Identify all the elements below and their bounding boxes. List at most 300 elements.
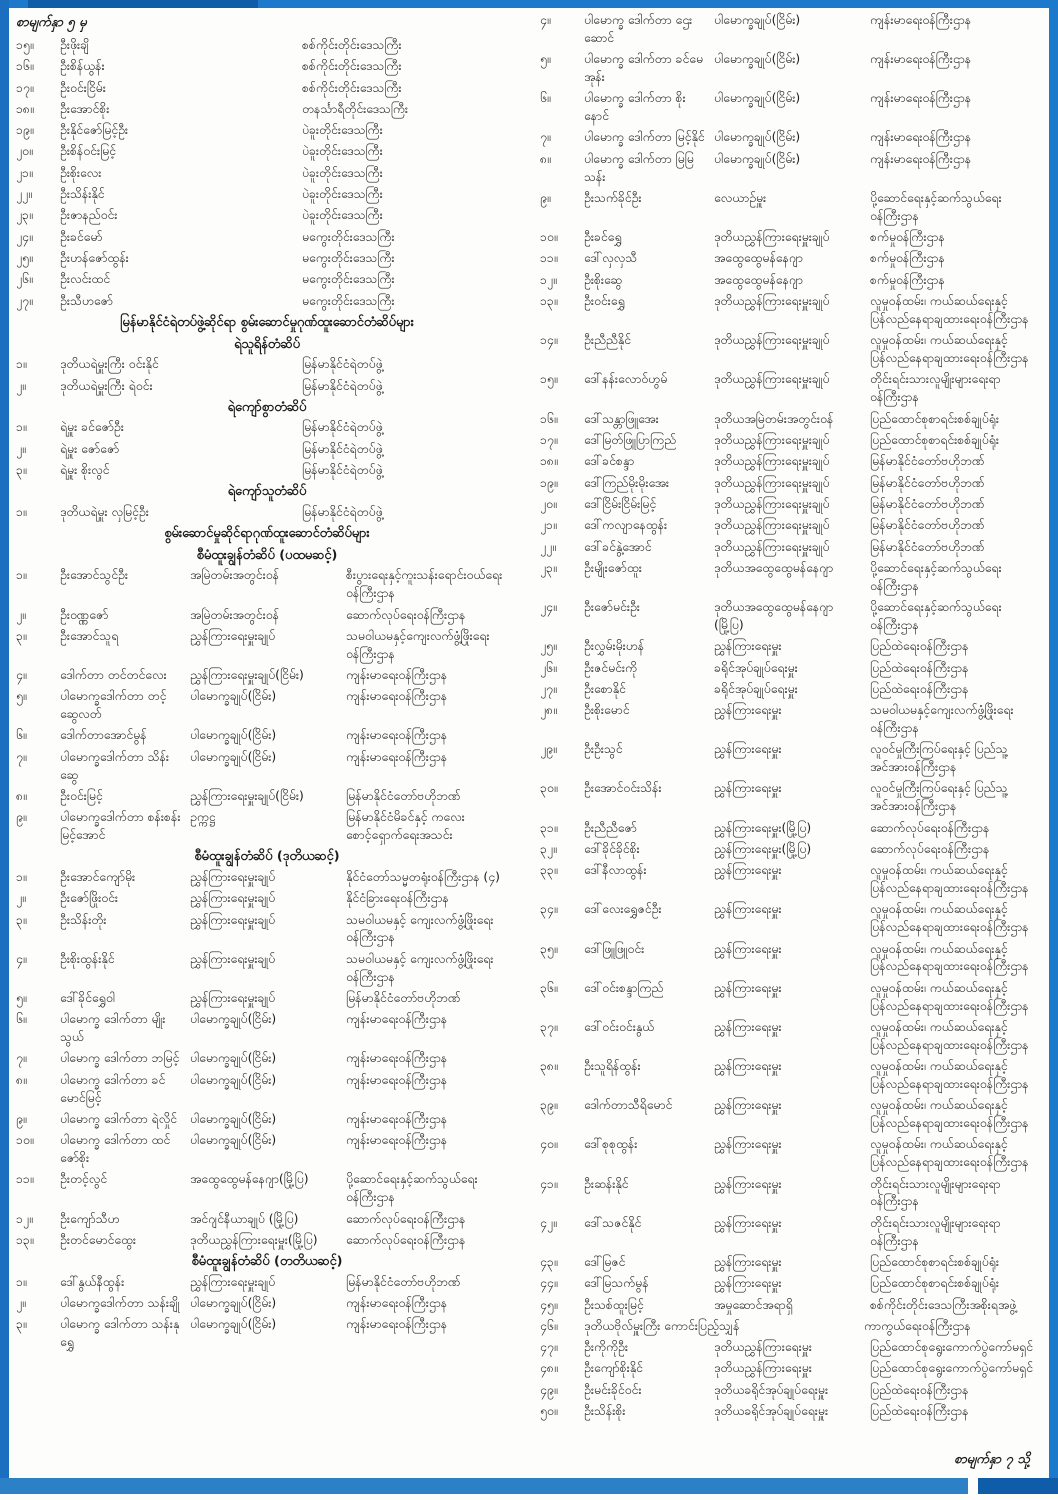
person-department: တိုင်းရင်းသားလူမျိုးများရေးရာဝန်ကြီးဌာန	[870, 1215, 1001, 1248]
list-row	[538, 1097, 1044, 1133]
row-number: ၂။	[16, 607, 26, 622]
person-position: ပါမောက္ခချုပ်(ငြိမ်း)	[190, 728, 277, 743]
row-number: ၇။	[540, 130, 551, 145]
person-department: နိုင်ငံခြားရေးဝန်ကြီးဌာန	[346, 891, 449, 906]
person-position: ညွှန်ကြားရေးမှူး	[714, 863, 782, 878]
row-number: ၄။	[16, 668, 27, 682]
list-row	[538, 1136, 1044, 1172]
row-number: ၆။	[540, 91, 551, 106]
person-name: ပါမောက္ခ ဒေါက်တာ စိုးနောင်	[584, 91, 686, 124]
list-row	[14, 1211, 520, 1229]
person-name: ဦးလင်းထင်	[60, 272, 111, 287]
person-position: ဒုတိယညွှန်ကြားရေးမှူး(မြို့ပြ)	[190, 1232, 318, 1247]
list-row	[538, 1058, 1044, 1094]
region-or-unit: စစ်ကိုင်းတိုင်းဒေသကြီး	[302, 59, 402, 74]
list-row	[538, 332, 1044, 368]
list-row	[538, 560, 1044, 596]
person-name: ဦးအောင်သွင်ဦး	[60, 568, 128, 583]
row-number: ၂။	[16, 441, 26, 456]
person-name: ဦးစောနိုင်	[584, 681, 626, 696]
person-name: ဒေါ်ကလျာနေထွန်း	[584, 518, 668, 533]
person-name: ဦးတင့်လွင်	[60, 1172, 108, 1187]
list-row	[538, 293, 1044, 329]
person-position: အင်ဂျင်နီယာချုပ် (မြို့ပြ)	[190, 1211, 299, 1226]
person-position: ပါမောက္ခချုပ်(ငြိမ်း)	[190, 749, 277, 764]
person-position: ညွှန်ကြားရေးမှူး	[714, 1137, 782, 1152]
row-number: ၁၃။	[540, 294, 558, 309]
region-or-unit: ပဲခူးတိုင်းဒေသကြီး	[302, 123, 383, 138]
person-name: ဦးစိုးဆွေ	[584, 272, 623, 287]
list-row	[14, 356, 520, 374]
person-department: လူမှုဝန်ထမ်း၊ ကယ်ဆယ်ရေးနှင့် ပြန်လည်နေရာချထားရေးဝန်ကြီးဌာန	[870, 980, 1029, 1013]
row-number: ၁၂။	[16, 1211, 33, 1226]
person-name: ဦးဆန်းနိုင်	[584, 1176, 629, 1191]
list-row	[538, 638, 1044, 656]
section-heading: စီမံထူးချွန်တံဆိပ် (ဒုတိယဆင့်)	[194, 849, 340, 865]
list-row	[14, 869, 520, 887]
region-or-unit: တနင်္သာရီတိုင်းဒေသကြီး	[302, 101, 408, 116]
person-position: ဒုတိယညွှန်ကြားရေးမှူးချုပ်	[714, 333, 830, 348]
list-row	[14, 667, 520, 685]
person-name: ဦးညီညီနိုင်	[584, 333, 631, 348]
list-row	[538, 1019, 1044, 1055]
list-row	[14, 727, 520, 745]
person-department: လူမှုဝန်ထမ်း၊ ကယ်ဆယ်ရေးနှင့် ပြန်လည်နေရာချထားရေးဝန်ကြီးဌာန	[870, 902, 1029, 935]
region-or-unit: ပဲခူးတိုင်းဒေသကြီး	[302, 187, 383, 202]
row-number: ၁၉။	[16, 123, 34, 138]
row-number: ၁၃။	[16, 1232, 34, 1247]
person-position: ညွှန်ကြားရေးမှူး(မြို့ပြ)	[714, 841, 812, 856]
person-position: အမှုဆောင်အရာရှိ	[714, 1297, 793, 1312]
person-position: ဒုတိယအမြဲတမ်းအတွင်းဝန်	[714, 411, 834, 426]
row-number: ၅။	[16, 990, 27, 1005]
list-row	[14, 1011, 520, 1047]
person-name: ဒေါ်ဝင်းဝင်းနွယ်	[584, 1019, 655, 1034]
list-row	[14, 1316, 520, 1352]
list-row	[14, 207, 520, 225]
person-position: လေယာဉ်မှူး	[714, 190, 767, 205]
page-content	[14, 12, 1044, 1474]
person-name: ဒေါ်ငြိမ်းငြိမ်းမြင့်	[584, 496, 657, 511]
person-position: ဒုတိယညွှန်ကြားရေးမှူးချုပ်	[714, 518, 830, 533]
column-left	[14, 12, 520, 1474]
list-row	[14, 567, 520, 603]
person-name: ဦးကျော်စိုးနိုင်	[584, 1361, 643, 1376]
person-department: စီးပွားရေးနှင့်ကူးသန်းရောင်းဝယ်ရေး ဝန်ကြီးဌာန	[346, 568, 503, 601]
person-department: ကျန်းမာရေးဝန်ကြီးဌာန	[870, 91, 972, 106]
person-position: ညွှန်ကြားရေးမှူး	[714, 1019, 782, 1034]
person-department: မြန်မာနိုင်ငံတော်ဗဟိုဘဏ်	[870, 496, 985, 511]
row-number: ၂၀။	[16, 144, 33, 159]
list-row	[538, 941, 1044, 977]
person-department: စစ်ကိုင်းတိုင်းဒေသကြီးအစိုးရအဖွဲ့	[870, 1297, 1017, 1312]
person-name: ဦးဝင်းမြင့်	[60, 788, 103, 803]
row-number: ၄၂။	[540, 1215, 557, 1230]
person-name: ဒုတိယရဲမှူး လှမြင့်ဦး	[60, 504, 149, 519]
row-number: ၆။	[16, 1012, 27, 1027]
row-number: ၂၆။	[540, 660, 557, 675]
row-number: ၃၃။	[540, 863, 558, 878]
person-name: ဦးမျိုးဇော်ထူး	[584, 560, 642, 575]
row-number: ၂၁။	[16, 165, 33, 180]
person-name: ဒေါ်ခင်စန္ဒာ	[584, 454, 635, 469]
person-department: ပြည်ထောင်စုစာရင်းစစ်ချုပ်ရုံး	[870, 1276, 999, 1291]
person-name: ဒေါ်လှလှသီ	[584, 251, 638, 266]
list-row	[538, 90, 1044, 126]
row-number: ၂၇။	[540, 681, 557, 696]
person-name: ဒေါ်ခင်နွဲ့အောင်	[584, 539, 652, 554]
person-name: ဒေါ်မြတ်ဖြူပြာကြည်	[584, 432, 676, 447]
person-department: သမဝါယမနှင့် ကျေးလက်ဖွံ့ဖြိုးရေး ဝန်ကြီးဌာန	[346, 912, 494, 945]
person-position: ဒုတိယညွှန်ကြားရေးမှူးချုပ်	[714, 294, 830, 309]
person-name: ဒုတိယရဲမှူးကြီး ရဲဝင်း	[60, 378, 153, 393]
person-name: ဒေါ်ဖြူဖြူဝင်း	[584, 941, 645, 956]
person-name: ပါမောက္ခဒေါက်တာ စန်းစန်းမြင့်အောင်	[60, 810, 181, 843]
person-name: ရဲမှူး ခင်ဇော်ဦး	[60, 420, 124, 435]
row-number: ၃။	[16, 463, 27, 478]
row-number: ၁၂။	[540, 272, 557, 287]
person-position: ညွှန်ကြားရေးမှူး	[714, 980, 782, 995]
person-department: မြန်မာနိုင်ငံတော်ဗဟိုဘဏ်	[870, 454, 985, 469]
person-position: ညွှန်ကြားရေးမှူးချုပ်	[190, 912, 276, 927]
row-number: ၂၀။	[540, 496, 557, 511]
list-row	[14, 378, 520, 396]
person-name: ဦးဇင်မင်းကို	[584, 660, 638, 675]
person-name: ဦးနိုင်ဇော်မြင့်ဦး	[60, 123, 129, 138]
person-department: ကျန်းမာရေးဝန်ကြီးဌာန	[346, 689, 448, 704]
list-row	[538, 371, 1044, 407]
row-number: ၁၅။	[540, 372, 558, 387]
row-number: ၁၁။	[540, 251, 558, 266]
list-row	[14, 143, 520, 161]
list-row	[538, 12, 1044, 48]
person-name: ဒေါ်သဇင်နိုင်	[584, 1215, 642, 1230]
region-or-unit: မြန်မာနိုင်ငံရဲတပ်ဖွဲ့	[302, 357, 383, 372]
person-department: ကျန်းမာရေးဝန်ကြီးဌာန	[346, 749, 448, 764]
list-row	[538, 432, 1044, 450]
page-border-bottom	[0, 1478, 968, 1494]
person-position: အမြဲတမ်းအတွင်းဝန်	[190, 568, 279, 583]
person-name: ဒေါ်နန်းလောဝ်ဟွမ်	[584, 372, 668, 387]
list-row	[14, 504, 520, 522]
person-department: ကာကွယ်ရေးဝန်ကြီးဌာန	[864, 1318, 971, 1333]
list-row	[14, 890, 520, 908]
list-row	[538, 660, 1044, 678]
list-row	[538, 741, 1044, 777]
person-position: ညွှန်ကြားရေးမှူးချုပ်	[190, 870, 276, 884]
region-or-unit: မကွေးတိုင်းဒေသကြီး	[302, 293, 395, 308]
row-number: ၃၉။	[540, 1098, 558, 1113]
person-position: ခရိုင်အုပ်ချုပ်ရေးမှူး	[714, 660, 798, 675]
row-number: ၃၄။	[540, 902, 558, 917]
person-position: ပါမောက္ခချုပ်(ငြိမ်း)	[190, 1133, 277, 1148]
region-or-unit: စစ်ကိုင်းတိုင်းဒေသကြီး	[302, 80, 402, 95]
person-position: ဒုတိယညွှန်ကြားရေးမှူးချုပ်	[714, 475, 830, 490]
person-position: ညွှန်ကြားရေးမှူး	[714, 1176, 782, 1191]
person-name: ဦးသိန်းတိုး	[60, 912, 107, 927]
person-department: လူမှုဝန်ထမ်း၊ ကယ်ဆယ်ရေးနှင့် ပြန်လည်နေရာချထားရေးဝန်ကြီးဌာန	[870, 863, 1029, 896]
row-number: ၁၆။	[540, 411, 558, 426]
person-name: ပါမောက္ခဒေါက်တာ သန်းချို	[60, 1296, 180, 1311]
list-row	[14, 951, 520, 987]
person-position: အမြဲတမ်းအတွင်းဝန်	[190, 607, 279, 622]
person-name: ဦးအောင်သူရ	[60, 628, 119, 643]
row-number: ၅။	[540, 52, 551, 67]
list-row	[538, 190, 1044, 226]
list-row	[14, 628, 520, 664]
list-row	[538, 496, 1044, 514]
list-row	[14, 58, 520, 76]
row-number: ၃။	[16, 1317, 27, 1332]
person-name: ဦးဇာနည်ဝင်း	[60, 208, 118, 223]
person-position: ဒုတိယညွှန်ကြားရေးမှူးချုပ်	[714, 496, 830, 511]
person-department: ပြည်ထဲရေးဝန်ကြီးဌာန	[870, 639, 969, 654]
person-position: ပါမောက္ခချုပ်(ငြိမ်း)	[714, 130, 801, 145]
person-position: ဒုတိယညွှန်ကြားရေးမှူးချုပ်	[714, 230, 830, 245]
person-name: ပါမောက္ခ ဒေါက်တာ မြမြသန်း	[584, 151, 694, 184]
column-right	[538, 12, 1044, 1474]
region-or-unit: မကွေးတိုင်းဒေသကြီး	[302, 229, 395, 244]
person-name: ဦးခင်ရွှေ	[584, 230, 622, 245]
region-or-unit: မကွေးတိုင်းဒေသကြီး	[302, 272, 395, 287]
person-department: ပို့ဆောင်ရေးနှင့်ဆက်သွယ်ရေးဝန်ကြီးဌာန	[870, 560, 1002, 593]
person-name: ဒုတိယရဲမှူးကြီး ဝင်းနိုင်	[60, 357, 159, 372]
person-department: ကျန်းမာရေးဝန်ကြီးဌာန	[346, 1317, 448, 1332]
person-name: ပါမောက္ခ ဒေါက်တာ မြင့်နိုင်	[584, 130, 705, 145]
row-number: ၂၅။	[540, 639, 557, 654]
person-name: ဦးစိုးမောင်	[584, 703, 630, 718]
row-number: ၁။	[16, 504, 27, 519]
person-name: ပါမောက္ခ ဒေါက်တာ ခင်မေအုန်း	[584, 52, 703, 84]
person-position: ညွှန်ကြားရေးမှူး	[714, 941, 782, 956]
list-row	[538, 1382, 1044, 1400]
row-number: ၃၅။	[540, 941, 558, 956]
person-name: ဦးအောင်ဝင်းသိန်း	[584, 781, 662, 796]
person-department: မြန်မာနိုင်ငံတော်ဗဟိုဘဏ်	[346, 1274, 461, 1289]
page-border-right	[1049, 0, 1058, 1482]
person-name: ဦးဝင်းငြိမ်း	[60, 80, 106, 95]
person-name: ဒေါက်တာသီရိမောင်	[584, 1098, 673, 1113]
person-name: ဦးအောင်စိုး	[60, 101, 110, 116]
list-row	[14, 607, 520, 625]
section-heading: စီမံထူးချွန်တံဆိပ် (တတိယဆင့်)	[191, 1254, 343, 1270]
row-number: ၁၇။	[540, 432, 558, 447]
row-number: ၁၉။	[540, 475, 558, 490]
person-name: ဦးအောင်ကျော်မိုး	[60, 870, 136, 884]
person-department: ပို့ဆောင်ရေးနှင့်ဆက်သွယ်ရေးဝန်ကြီးဌာန	[870, 600, 1002, 632]
row-number: ၄၁။	[540, 1176, 558, 1191]
person-position: အထွေထွေမန်နေဂျာ(မြို့ပြ)	[190, 1172, 309, 1187]
person-department: လူဝင်မှုကြီးကြပ်ရေးနှင့် ပြည်သူ့အင်အားဝန်ကြီးဌာန	[870, 781, 1008, 814]
person-position: ညွှန်ကြားရေးမှူး	[714, 742, 782, 757]
person-department: ဆောက်လုပ်ရေးဝန်ကြီးဌာန	[870, 820, 990, 835]
person-department: ပြည်ထဲရေးဝန်ကြီးဌာန	[870, 681, 969, 696]
region-or-unit: မြန်မာနိုင်ငံရဲတပ်ဖွဲ့	[302, 504, 383, 519]
continued-to-note: စာမျက်နှာ ၇ သို့	[954, 1452, 1030, 1467]
person-department: ကျန်းမာရေးဝန်ကြီးဌာန	[346, 1072, 448, 1087]
list-row	[14, 749, 520, 785]
person-position: ဒုတိယညွှန်ကြားရေးမှူးချုပ်	[714, 372, 830, 387]
person-name: ဦးကိုကိုဦး	[584, 1340, 628, 1355]
row-number: ၁၆။	[16, 59, 34, 74]
row-number: ၁။	[16, 420, 27, 435]
row-number: ၂၃။	[540, 560, 557, 575]
row-number: ၃၀။	[540, 781, 558, 796]
person-position: ပါမောက္ခချုပ်(ငြိမ်း)	[190, 1012, 277, 1027]
row-number: ၄၉။	[540, 1382, 558, 1397]
person-department: ပို့ဆောင်ရေးနှင့်ဆက်သွယ်ရေးဝန်ကြီးဌာန	[346, 1172, 478, 1205]
person-name: ဦးတင်မောင်ထွေး	[60, 1232, 137, 1247]
row-number: ၂၂။	[540, 539, 556, 554]
row-number: ၄၃။	[540, 1254, 558, 1269]
person-name: ဒုတိယဗိုလ်မှူးကြီး ကောင်းပြည့်သျှန်	[584, 1318, 740, 1333]
person-name: ဒေါ်စုစုထွန်း	[584, 1137, 638, 1152]
list-row	[14, 441, 520, 459]
person-department: ကျန်းမာရေးဝန်ကြီးဌာန	[870, 130, 972, 145]
person-department: ကျန်းမာရေးဝန်ကြီးဌာန	[346, 668, 448, 682]
row-number: ၂၉။	[540, 742, 557, 757]
person-department: လူမှုဝန်ထမ်း၊ ကယ်ဆယ်ရေးနှင့် ပြန်လည်နေရာချထားရေးဝန်ကြီးဌာန	[870, 1059, 1029, 1091]
list-row	[14, 229, 520, 247]
person-department: ကျန်းမာရေးဝန်ကြီးဌာန	[870, 13, 972, 27]
list-row	[538, 129, 1044, 147]
row-number: ၄။	[16, 951, 27, 966]
person-name: ဦးကျော်သီဟ	[60, 1211, 120, 1226]
person-position: ဒုတိယညွှန်ကြားရေးမှူးချုပ်	[714, 432, 830, 447]
person-department: သမဝါယမနှင့်ကျေးလက်ဖွံ့ဖြိုးရေး ဝန်ကြီးဌာန	[346, 628, 490, 661]
person-department: လူမှုဝန်ထမ်း၊ ကယ်ဆယ်ရေးနှင့် ပြန်လည်နေရာချထားရေးဝန်ကြီးဌာန	[870, 333, 1029, 366]
row-number: ၆။	[16, 728, 27, 743]
person-department: လူဝင်မှုကြီးကြပ်ရေးနှင့် ပြည်သူ့အင်အားဝန်ကြီးဌာန	[870, 742, 1008, 775]
person-department: မြန်မာနိုင်ငံတော်ဗဟိုဘဏ်	[870, 475, 985, 490]
person-department: လူမှုဝန်ထမ်း၊ ကယ်ဆယ်ရေးနှင့် ပြန်လည်နေရာချထားရေးဝန်ကြီးဌာန	[870, 1137, 1029, 1170]
row-number: ၂၃။	[16, 208, 33, 223]
row-number: ၁၄။	[540, 333, 558, 348]
person-department: သမဝါယမနှင့် ကျေးလက်ဖွံ့ဖြိုးရေး ဝန်ကြီးဌာန	[346, 951, 494, 984]
person-name: ပါမောက္ခ ဒေါက်တာ ဌေးဆောင်	[584, 13, 693, 45]
row-number: ၂၂။	[16, 187, 32, 202]
person-department: ဆောက်လုပ်ရေးဝန်ကြီးဌာန	[346, 607, 466, 622]
list-row	[538, 1403, 1044, 1421]
person-name: ဦးမင်းခိုင်ဝင်း	[584, 1382, 642, 1397]
list-row	[14, 1050, 520, 1068]
row-number: ၃၈။	[540, 1059, 558, 1074]
list-row	[538, 1297, 1044, 1315]
list-row	[14, 419, 520, 437]
list-row	[14, 293, 520, 311]
list-row	[538, 862, 1044, 898]
row-number: ၇။	[16, 749, 27, 764]
person-name: ဦးသစ်ထူးမြင့်	[584, 1297, 644, 1312]
list-row	[538, 1215, 1044, 1251]
person-department: နိုင်ငံတော်သမ္မတရုံးဝန်ကြီးဌာန (၄)	[346, 870, 500, 884]
person-department: ကျန်းမာရေးဝန်ကြီးဌာန	[346, 1296, 448, 1311]
person-department: ပြည်ထောင်စုစာရင်းစစ်ချုပ်ရုံး	[870, 1254, 999, 1269]
list-row	[14, 250, 520, 268]
row-number: ၁၈။	[540, 454, 558, 469]
row-number: ၂၈။	[540, 703, 557, 718]
person-name: ဒေါ်မြဇင်	[584, 1254, 626, 1269]
person-department: မြန်မာနိုင်ငံတော်ဗဟိုဘဏ်	[870, 518, 985, 533]
person-position: ညွှန်ကြားရေးမှူးချုပ်(ငြိမ်း)	[190, 788, 304, 803]
person-position: ညွှန်ကြားရေးမှူးချုပ်(ငြိမ်း)	[190, 668, 304, 682]
list-row	[14, 912, 520, 948]
page-border-left	[0, 0, 9, 1482]
person-position: ပါမောက္ခချုပ်(ငြိမ်း)	[714, 52, 801, 67]
person-name: ဒေါ်မြသက်မွန်	[584, 1276, 649, 1291]
person-position: ပါမောက္ခချုပ်(ငြိမ်း)	[714, 13, 801, 27]
person-position: ညွှန်ကြားရေးမှူး	[714, 1059, 782, 1074]
list-row	[14, 462, 520, 480]
section-heading: ရဲကျော်သူတံဆိပ်	[227, 484, 307, 500]
person-position: ညွှန်ကြားရေးမှူးချုပ်	[190, 951, 276, 966]
person-position: ပါမောက္ခချုပ်(ငြိမ်း)	[190, 1317, 277, 1332]
list-row	[538, 702, 1044, 738]
list-row	[538, 151, 1044, 187]
person-name: ဦးသိန်းစိုး	[584, 1404, 626, 1419]
person-department: လူမှုဝန်ထမ်း၊ ကယ်ဆယ်ရေးနှင့် ပြန်လည်နေရာချထားရေးဝန်ကြီးဌာန	[870, 1019, 1029, 1052]
person-name: ဦးစိုးလေး	[60, 165, 102, 180]
person-name: ပါမောက္ခဒေါက်တာ တင့်ဆွေလတ်	[60, 689, 167, 722]
person-position: ဒုတိယညွှန်ကြားရေးမှူးချုပ်	[714, 539, 830, 554]
region-or-unit: မြန်မာနိုင်ငံရဲတပ်ဖွဲ့	[302, 420, 383, 435]
list-row	[538, 517, 1044, 535]
list-row	[538, 453, 1044, 471]
person-department: ကျန်းမာရေးဝန်ကြီးဌာန	[346, 728, 448, 743]
row-number: ၃၇။	[540, 1019, 558, 1034]
person-name: ဒေါ်ကြည်မိုးမိုးအေး	[584, 475, 670, 490]
person-position: ဒုတိယညွှန်ကြားရေးမှူးချုပ်	[714, 454, 830, 469]
row-number: ၂၆။	[16, 272, 33, 287]
region-or-unit: မြန်မာနိုင်ငံရဲတပ်ဖွဲ့	[302, 463, 383, 478]
person-department: ပြည်ထဲရေးဝန်ကြီးဌာန	[870, 660, 969, 675]
person-position: ညွှန်ကြားရေးမှူး	[714, 639, 782, 654]
list-row	[14, 1295, 520, 1313]
person-name: ဦးဖိုးချိ	[60, 37, 89, 52]
list-row	[538, 681, 1044, 699]
person-position: ပါမောက္ခချုပ်(ငြိမ်း)	[190, 1051, 277, 1066]
row-number: ၄။	[540, 13, 551, 27]
row-number: ၁၁။	[16, 1172, 34, 1187]
row-number: ၄၀။	[540, 1137, 558, 1152]
list-row	[538, 229, 1044, 247]
row-number: ၉။	[16, 810, 27, 825]
person-name: ဦးဇော်ဖြိုးဝင်း	[60, 891, 119, 906]
list-row	[14, 688, 520, 724]
person-department: လူမှုဝန်ထမ်း၊ ကယ်ဆယ်ရေးနှင့် ပြန်လည်နေရာချထားရေးဝန်ကြီးဌာန	[870, 1098, 1029, 1131]
person-department: မြန်မာနိုင်ငံမိခင်နှင့် ကလေးစောင့်ရှောက်ရေးအသင်း	[346, 810, 465, 843]
row-number: ၂၄။	[16, 229, 33, 244]
person-position: ဥက္ကဋ္ဌ	[190, 810, 216, 825]
person-name: ပါမောက္ခ ဒေါက်တာ မျိုးသွယ်	[60, 1012, 166, 1045]
person-name: ဦးသီဟဇော်	[60, 293, 113, 308]
person-position: ပါမောက္ခချုပ်(ငြိမ်း)	[190, 1296, 277, 1311]
region-or-unit: ပဲခူးတိုင်းဒေသကြီး	[302, 144, 383, 159]
person-position: ဒုတိယခရိုင်အုပ်ချုပ်ရေးမှူး	[714, 1382, 829, 1397]
row-number: ၁၀။	[540, 230, 558, 245]
list-row	[14, 1111, 520, 1129]
person-name: ဦးဝင်းရွှေ	[584, 294, 625, 309]
row-number: ၁။	[16, 1274, 27, 1289]
list-row	[14, 80, 520, 98]
person-name: ဦးညီညီဇော်	[584, 820, 637, 835]
list-row	[538, 901, 1044, 937]
region-or-unit: မြန်မာနိုင်ငံရဲတပ်ဖွဲ့	[302, 378, 383, 393]
person-name: ဦးဟန်ဇော်ထွန်း	[60, 251, 129, 266]
row-number: ၉။	[16, 1111, 27, 1126]
person-department: တိုင်းရင်းသားလူမျိုးများရေးရာဝန်ကြီးဌာန	[870, 372, 1001, 405]
person-department: ပို့ဆောင်ရေးနှင့်ဆက်သွယ်ရေးဝန်ကြီးဌာန	[870, 190, 1002, 223]
